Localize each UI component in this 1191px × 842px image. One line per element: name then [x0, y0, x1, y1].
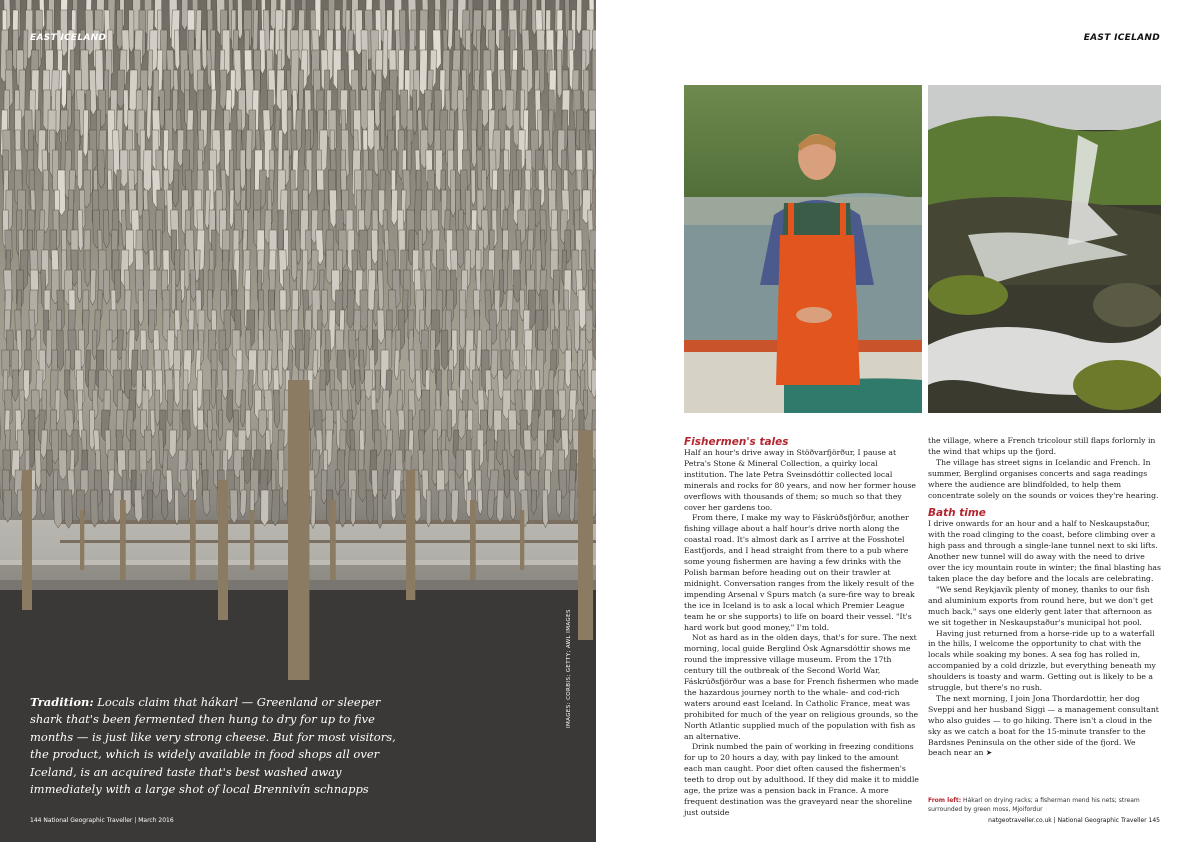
hanging-fish [190, 270, 196, 301]
hanging-fish [441, 330, 448, 370]
hanging-fish [591, 370, 596, 399]
hanging-fish [171, 270, 176, 313]
caption-text: Locals claim that hákarl — Greenland or sleeper shark that's been fermented then hung to dry for up to five months — is just like very strong cheese. But for most visitors, the product, which is widely available in food shops all over Iceland, is an acquired taste that's best washed away immediately with a large shot of local Brennivín schnapps [30, 695, 396, 797]
paragraph: The village has street signs in Icelandic and French. In summer, Berglind organises concerts and saga readings where the audience are blindfolded, to help them concentrate solely on the sounds or voices they're hearing. [928, 457, 1159, 500]
hanging-fish [90, 270, 96, 305]
hanging-fish [374, 90, 380, 129]
hanging-fish [90, 490, 98, 527]
hanging-fish [143, 150, 151, 193]
hanging-fish [595, 190, 596, 231]
hanging-fish [477, 330, 482, 370]
hanging-fish [0, 410, 1, 446]
hanging-fish [218, 410, 223, 441]
caption-lead: Tradition: [30, 695, 94, 709]
section-tag-right: EAST ICELAND [1083, 33, 1160, 43]
photo-caption [30, 694, 415, 798]
wooden-post [330, 500, 336, 580]
hanging-fish [427, 110, 433, 148]
hanging-fish [425, 290, 431, 329]
paragraph: I drive onwards for an hour and a half to Neskaupstaður, with the road clinging to the coast, before climbing over a high pass and through a single-lane tunnel next to ski lifts. Another new tunnel will do away with the need to drive over the icy mountain route in winter; the final blasting has taken place the day before and the locals are celebrating. [928, 519, 1161, 583]
hanging-fish [169, 430, 176, 458]
wooden-post [22, 470, 32, 610]
hanging-fish [471, 90, 478, 135]
hanging-fish [542, 490, 548, 528]
hanging-fish [458, 410, 466, 440]
hanging-fish [181, 470, 188, 497]
wooden-post [406, 470, 415, 600]
paragraph: Drink numbed the pain of working in freezing conditions for up to 20 hours a day, with pay linked to the amount each man caught. Poor diet often caused the fishermen's teeth to drop out by adulthood. If they did make it to middle age, the prize was a pension back in France. A more frequent destination was the graveyard near the shoreline just outside [684, 742, 919, 817]
hanging-fish [361, 90, 368, 132]
hanging-fish [153, 470, 160, 498]
hanging-fish [594, 250, 596, 286]
hanging-fish [77, 150, 82, 191]
wooden-post [250, 510, 254, 570]
article-column-2 [928, 436, 1161, 759]
hanging-fish [478, 490, 483, 515]
hanging-fish [488, 390, 494, 430]
section-tag: EAST ICELAND [30, 33, 107, 43]
photo-credits-caption [928, 796, 1160, 814]
hanging-fish [227, 390, 233, 423]
page-folio-right: natgeotraveller.co.uk | National Geographic Traveller 145 [988, 817, 1160, 824]
hanging-fish [12, 370, 18, 401]
hanging-fish [378, 490, 383, 529]
hanging-fish [78, 210, 83, 252]
hanging-fish [365, 190, 372, 230]
hanging-fish [103, 210, 109, 248]
hanging-fish [134, 490, 142, 523]
hanging-fish [184, 250, 189, 291]
caption-text: Hákarl on drying racks; a fisherman mend his nets; stream surrounded by green moss, Mjoifordur [928, 797, 1140, 813]
paragraph: Half an hour's drive away in Stöðvarfjörður, I pause at Petra's Stone & Mineral Collection, a quirky local institution. The late Petra Sveinsdóttir collected local minerals and rocks for 80 years, and now her former house overflows with thousands of them; so much so that they cover her gardens too. [684, 448, 916, 512]
hanging-fish [359, 350, 364, 384]
hanging-fish [586, 310, 593, 343]
hanging-fish [61, 70, 66, 109]
section-heading-bath-time: Bath time [928, 507, 986, 520]
hanging-fish [560, 310, 567, 354]
hanging-fish [59, 450, 67, 480]
hanging-fish [161, 490, 168, 520]
hanging-fish [471, 170, 476, 206]
hanging-fish [102, 490, 110, 524]
hanging-fish [147, 90, 152, 141]
image-credit: IMAGES: CORBIS; GETTY; AWL IMAGES [566, 609, 572, 728]
paragraph: Having just returned from a horse-ride up to a waterfall in the hills, I welcome the opportunity to chat with the locals while soaking my bones. A sea fog has rolled in, accompanied by a cold drizzle, but everything beneath my shoulders is toasty and warm. Getting out is likely to be a struggle, but there's no rush. [928, 628, 1156, 693]
hanging-fish [391, 190, 398, 226]
hanging-fish [391, 490, 396, 521]
hanging-fish [451, 170, 456, 217]
hanging-fish [272, 490, 280, 526]
hanging-fish [360, 290, 368, 331]
hanging-fish [291, 250, 297, 282]
hanging-fish [40, 490, 46, 517]
hanging-fish [525, 450, 531, 476]
hanging-fish [240, 490, 247, 517]
hanging-fish [261, 490, 269, 526]
hanging-fish [407, 130, 411, 176]
hanging-fish [377, 310, 384, 344]
hanging-fish [35, 450, 42, 489]
hanging-fish [117, 70, 125, 109]
hanging-fish [413, 90, 417, 134]
hanging-fish [415, 370, 421, 401]
wooden-post [288, 380, 309, 680]
hanging-fish [465, 190, 470, 230]
section-heading-fishermens-tales: Fishermen's tales [684, 436, 789, 448]
hanging-fish [81, 50, 89, 95]
hanging-fish [202, 30, 207, 71]
hanging-fish [174, 30, 179, 70]
hanging-fish [554, 410, 561, 443]
hanging-fish [202, 490, 210, 516]
hanging-fish [321, 290, 327, 327]
hanging-fish [497, 490, 504, 523]
hanging-fish [557, 490, 562, 516]
hanging-fish [240, 390, 245, 427]
hanging-fish [46, 330, 52, 368]
hanging-fish [321, 470, 327, 504]
hanging-fish [350, 350, 355, 389]
hanging-fish [253, 10, 258, 54]
hanging-fish [29, 430, 35, 468]
hanging-fish [383, 470, 388, 499]
hanging-fish [576, 0, 582, 35]
hanging-fish [313, 350, 318, 379]
hanging-fish [173, 170, 179, 207]
hanging-fish [77, 270, 82, 302]
hanging-fish [4, 490, 12, 522]
hanging-fish [157, 230, 161, 271]
hanging-fish [367, 110, 374, 151]
hanging-fish [456, 450, 464, 478]
hanging-fish [471, 130, 476, 168]
hanging-fish [447, 410, 452, 441]
hanging-fish [381, 110, 385, 152]
hanging-fish [531, 490, 537, 515]
hanging-fish [248, 370, 253, 410]
hanging-fish [395, 350, 400, 380]
hanging-fish [175, 490, 179, 525]
hanging-fish [64, 490, 72, 528]
hanging-fish [557, 50, 562, 99]
hanging-fish [136, 370, 142, 408]
hanging-fish [362, 50, 367, 92]
hanging-fish [160, 90, 165, 130]
hanging-fish [246, 170, 251, 213]
hanging-fish [97, 150, 104, 189]
hanging-fish [274, 390, 280, 428]
hanging-fish [54, 490, 63, 528]
hanging-fish [383, 30, 388, 81]
hanging-fish [568, 410, 573, 444]
hanging-fish [298, 70, 303, 114]
wooden-post [190, 500, 196, 580]
hanging-fish [371, 230, 378, 265]
hanging-fish [234, 170, 241, 206]
hanging-fish [246, 130, 252, 173]
article-column-1 [684, 436, 919, 819]
hanging-fish [103, 270, 110, 304]
hanging-fish [148, 50, 153, 91]
hanging-fish [129, 10, 134, 53]
hanging-fish [448, 10, 453, 51]
hanging-fish [351, 490, 356, 527]
hanging-fish [487, 490, 494, 520]
wooden-post [120, 500, 126, 580]
hanging-fish [505, 470, 510, 498]
hanging-fish [328, 0, 335, 34]
wooden-post [470, 500, 476, 580]
hanging-fish [155, 390, 160, 425]
hanging-fish [439, 490, 447, 524]
hanging-fish [229, 190, 234, 228]
hanging-fish [230, 490, 238, 524]
paragraph: Not as hard as in the olden days, that's for sure. The next morning, local guide Berglind Ósk Agnarsdóttir shows me round the impressive village museum. From the 17th century till the outbreak of the Second World War, Fáskrúðsfjörður was a base for French fishermen who made the hazardous journey north to the whale- and cod-rich waters around east Iceland. In Catholic France, meat was prohibited for much of the year on religious grounds, so the North Atlantic supplied much of the population with fish as an alternative. [684, 633, 919, 741]
hanging-fish [368, 310, 373, 351]
hanging-fish [245, 410, 250, 440]
hanging-fish [567, 130, 576, 175]
hanging-fish [477, 110, 482, 150]
hanging-fish [366, 490, 374, 524]
wooden-post [578, 430, 593, 640]
hanging-fish [85, 250, 90, 287]
paragraph: "We send Reykjavík plenty of money, thanks to our fish and aluminium exports from round here, but we don't get much back," says one elderly gent later that afternoon as we sit together in Neskaupstaður's municipal hot pool. [928, 584, 1154, 627]
paragraph: The next morning, I join Jona Thordardottir, her dog Sveppi and her husband Siggi — a management consultant who also guides — to go hiking. There isn't a cloud in the sky as we catch a boat for the 15-minute transfer to the Bardsnes Peninsula on the other side of the fjord. We beach near an ➤ [928, 693, 1159, 758]
hanging-fish [278, 130, 283, 175]
hanging-fish [419, 50, 427, 95]
hanging-fish [491, 350, 498, 379]
hanging-fish [174, 370, 180, 406]
waterfall-stream-photo [928, 85, 1161, 413]
hanging-fish [339, 490, 346, 527]
page-folio: 144 National Geographic Traveller | March 2016 [30, 817, 174, 824]
hanging-fish [138, 290, 143, 326]
hanging-fish [347, 290, 354, 329]
caption-lead: From left: [928, 797, 962, 804]
hanging-fish [358, 470, 366, 502]
wooden-post [218, 480, 228, 620]
hanging-fish [510, 490, 516, 521]
hanging-fish [451, 490, 458, 524]
fisherman-photo [684, 85, 922, 413]
hanging-fish [569, 490, 575, 523]
wooden-post [520, 510, 524, 570]
paragraph: the village, where a French tricolour still flaps forlornly in the wind that whips up the fjord. [928, 436, 1156, 456]
hanging-fish [211, 370, 216, 409]
hanging-fish [426, 490, 431, 527]
hanging-fish [147, 490, 153, 523]
wooden-post [80, 510, 84, 570]
hanging-fish [460, 310, 466, 350]
hanging-fish [451, 70, 458, 113]
hanging-fish [409, 350, 415, 383]
hanging-fish [46, 450, 52, 476]
hanging-fish [311, 490, 316, 529]
hanging-fish [574, 310, 580, 353]
hanging-fish [278, 210, 284, 254]
paragraph: From there, I make my way to Fáskrúðsfjörður, another fishing village about a half hour's drive north along the coastal road. It's almost dark as I arrive at the Fosshotel Eastfjords, and I head straight from there to a pub where some young fishermen are having a few drinks with the Polish barman before heading out on their trawler at midnight. Conversation ranges from the likely result of the impending Arsenal v Spurs match (a sure-fire way to break the ice in Iceland is to ask a local which Premier League team he or she supports) to life on board their vessel. "It's hard work but good money," I'm told. [684, 513, 915, 632]
